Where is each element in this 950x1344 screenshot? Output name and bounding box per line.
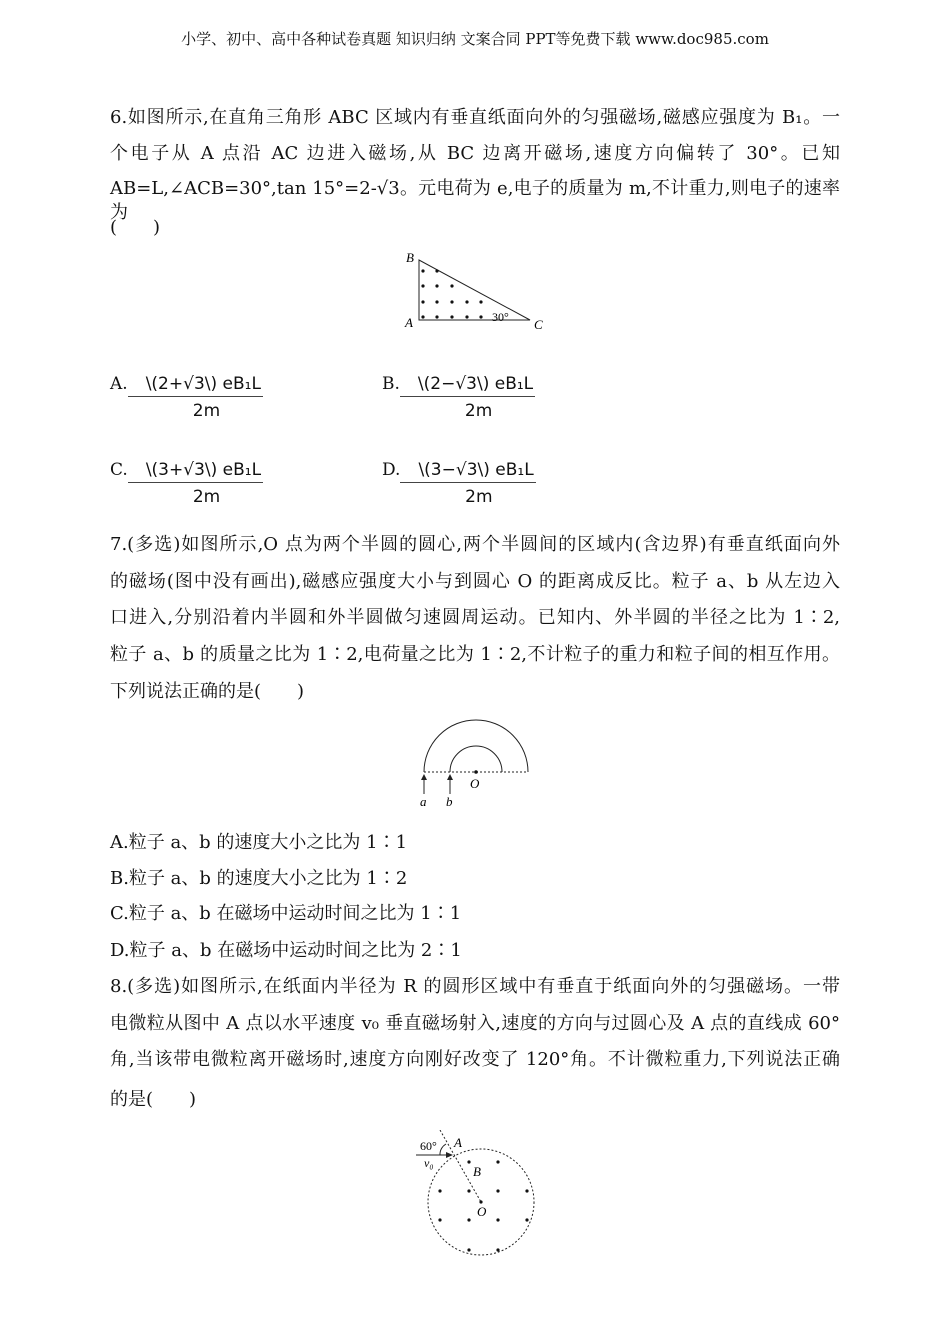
- label-B: B: [473, 1164, 481, 1179]
- page-header: 小学、初中、高中各种试卷真题 知识归纳 文案合同 PPT等免费下载 www.doc985.com: [181, 30, 769, 48]
- label-O: O: [477, 1204, 487, 1219]
- q7-option-d[interactable]: D.粒子 a、b 在磁场中运动时间之比为 2∶1: [110, 940, 462, 961]
- q7-semicircles-figure: [410, 712, 540, 810]
- q6-line: AB=L,∠ACB=30°,tan 15°=2-√3。元电荷为 e,电子的质量为 m,不计重力,则电子的速率为: [110, 178, 840, 223]
- option-d[interactable]: [382, 460, 536, 507]
- label-angle: 30°: [492, 310, 509, 324]
- label-B: B: [406, 250, 414, 265]
- q8-line: 的是( ): [110, 1089, 197, 1110]
- label-A: A: [454, 1135, 462, 1150]
- label-a: a: [420, 794, 427, 809]
- option-c[interactable]: [110, 460, 263, 507]
- label-O: O: [470, 776, 480, 791]
- q6-line: 6.如图所示,在直角三角形 ABC 区域内有垂直纸面向外的匀强磁场,磁感应强度为 B₁。一: [110, 107, 840, 128]
- option-label: B.: [382, 374, 400, 394]
- q8-circle-figure: [400, 1130, 550, 1260]
- label-b: b: [446, 794, 453, 809]
- option-denominator: 2m: [465, 487, 493, 507]
- q6-triangle-figure: [400, 248, 560, 336]
- label-A: A: [405, 315, 413, 330]
- label-C: C: [534, 317, 543, 332]
- q6-line: 个电子从 A 点沿 AC 边进入磁场,从 BC 边离开磁场,速度方向偏转了 30°。已知: [110, 143, 840, 164]
- option-denominator: 2m: [192, 401, 221, 421]
- q8-line: 8.(多选)如图所示,在纸面内半径为 R 的圆形区域中有垂直于纸面向外的匀强磁场。一带: [110, 976, 840, 997]
- q7-option-b[interactable]: B.粒子 a、b 的速度大小之比为 1∶2: [110, 868, 408, 889]
- option-denominator: 2m: [464, 401, 493, 421]
- label-v0: v₀: [424, 1156, 434, 1170]
- option-numerator: \(2−√3\) eB₁L: [400, 374, 535, 397]
- option-label: C.: [110, 460, 128, 480]
- q7-option-a[interactable]: A.粒子 a、b 的速度大小之比为 1∶1: [110, 832, 408, 853]
- q8-line: 电微粒从图中 A 点以水平速度 v₀ 垂直磁场射入,速度的方向与过圆心及 A 点的直线成 60°: [110, 1013, 840, 1034]
- label-angle: 60°: [420, 1139, 437, 1153]
- option-a[interactable]: [110, 374, 263, 421]
- q8-line: 角,当该带电微粒离开磁场时,速度方向刚好改变了 120°角。不计微粒重力,下列说法正确: [110, 1049, 840, 1070]
- option-label: A.: [110, 374, 128, 394]
- option-b[interactable]: [382, 374, 535, 421]
- q7-option-c[interactable]: C.粒子 a、b 在磁场中运动时间之比为 1∶1: [110, 903, 462, 924]
- q7-line: 粒子 a、b 的质量之比为 1∶2,电荷量之比为 1∶2,不计粒子的重力和粒子间的相互作用。: [110, 644, 840, 665]
- option-numerator: \(3+√3\) eB₁L: [128, 460, 263, 483]
- q7-line: 口进入,分别沿着内半圆和外半圆做匀速圆周运动。已知内、外半圆的半径之比为 1∶2,: [110, 607, 840, 628]
- q7-line: 7.(多选)如图所示,O 点为两个半圆的圆心,两个半圆间的区域内(含边界)有垂直纸面向外: [110, 534, 840, 555]
- q7-line: 下列说法正确的是( ): [110, 681, 305, 702]
- option-numerator: \(3−√3\) eB₁L: [400, 460, 535, 483]
- q7-line: 的磁场(图中没有画出),磁感应强度大小与到圆心 O 的距离成反比。粒子 a、b 从左边入: [110, 571, 840, 592]
- q6-line: ( ): [110, 217, 161, 238]
- option-label: D.: [382, 460, 401, 480]
- option-numerator: \(2+√3\) eB₁L: [128, 374, 263, 397]
- option-denominator: 2m: [192, 487, 221, 507]
